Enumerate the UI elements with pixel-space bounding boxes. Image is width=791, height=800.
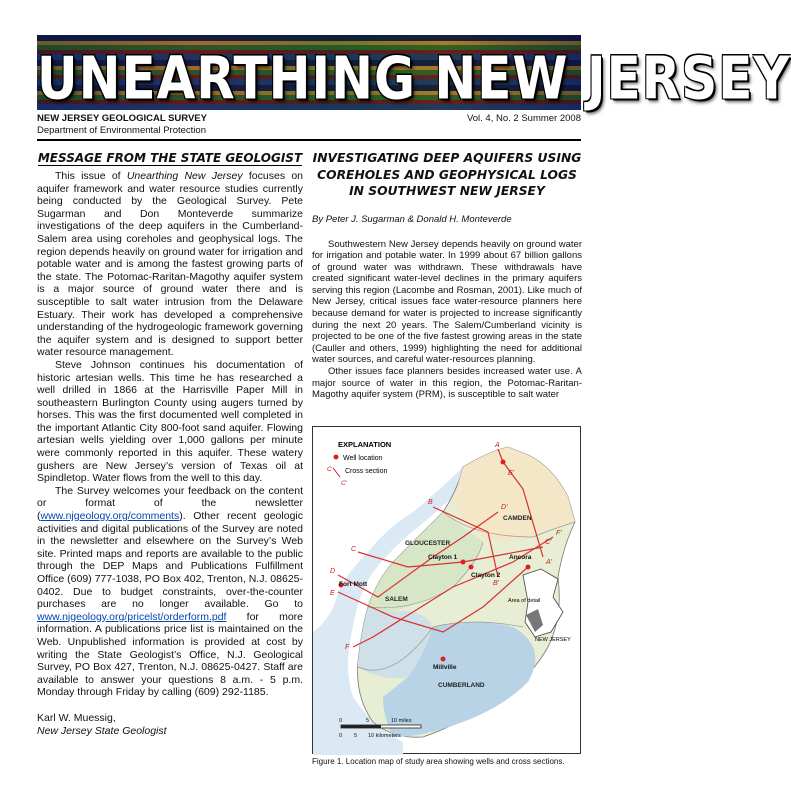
well-label: Millville xyxy=(433,664,457,671)
camden-region xyxy=(453,447,575,541)
inset-label: Area of detail xyxy=(508,598,541,604)
message-text: ). Other recent geologic activities and digital publications of the Survey are noted in the newsletter and elsewhere on the Survey’s Web site. Printed maps and reports are available to the public through the DEP Maps and Publications Fulfillment Office (609) 777-1038, PO Box 402, Trenton, N.J. 08625-0402. Due to budget constraints, over-the-counter purchases are no longer available. Go to xyxy=(37,510,303,611)
well-label: Clayton 1 xyxy=(428,554,458,561)
scale-label: 5 xyxy=(366,718,370,724)
county-label: CAMDEN xyxy=(503,515,532,522)
section-letter: A' xyxy=(546,559,553,566)
issue-info: Vol. 4, No. 2 Summer 2008 xyxy=(466,113,581,124)
article-paragraph: Southwestern New Jersey depends heavily on ground water for irrigation and potable water. In 1999 about 67 billion gallons of ground water was withdrawn. These withdrawals have created significant water-level declines in the primary aquifers serving this region (Lacombe and Rosman, 2001). Like much of New Jersey, critical issues face water-resource planners here because demand for water is projected to increase significantly during the next 20 years. The Salem/Cumberland vicinity is projected to be one of the five fastest growing areas in the state (Cauller and others, 1999) highlighting the need for additional water sources, and careful water-resources planning. xyxy=(312,238,582,366)
message-text: This issue of xyxy=(55,170,127,182)
legend-c: C xyxy=(327,466,332,473)
well-label: Ancora xyxy=(509,554,532,561)
web-link[interactable]: www.njgeology.org/pricelst/orderform.pdf xyxy=(37,610,227,623)
well-marker xyxy=(469,565,474,570)
article-heading-line: IN SOUTHWEST NEW JERSEY xyxy=(349,184,545,198)
section-letter: F' xyxy=(556,530,562,537)
legend-section-label: Cross section xyxy=(345,468,388,475)
legend-title: EXPLANATION xyxy=(338,440,392,449)
section-letter: D' xyxy=(501,504,508,511)
scale-label: 0 xyxy=(339,718,343,724)
department-name: Department of Environmental Protection xyxy=(37,125,206,136)
masthead-rule xyxy=(37,139,581,141)
signature-title: New Jersey State Geologist xyxy=(37,724,167,737)
scale-label: 0 xyxy=(339,733,343,739)
well-marker xyxy=(461,560,466,565)
county-label: CUMBERLAND xyxy=(438,682,485,689)
article-heading xyxy=(312,150,582,200)
county-label: SALEM xyxy=(385,596,408,603)
message-text: for more information. A publications price list is maintained on the Web. Unpublished information is provided at cost by writing the State Geologist’s Office, N.J. Geological Survey, PO Box 427, Trenton, N.J. 08625-0427. Staff are available to answer your questions 8 a.m. - 5 p.m. Monday through Friday by calling (609) 292-1185. xyxy=(37,610,303,699)
article-byline: By Peter J. Sugarman & Donald H. Monteverde xyxy=(312,213,512,225)
inset-label: NEW JERSEY xyxy=(535,637,571,643)
article-column xyxy=(312,150,582,401)
well-marker xyxy=(526,565,531,570)
signoff xyxy=(37,712,303,738)
article-heading-line: INVESTIGATING DEEP AQUIFERS USING xyxy=(312,151,582,165)
county-label: GLOUCESTER xyxy=(405,540,451,547)
masthead-organization xyxy=(37,113,207,137)
section-letter: E xyxy=(330,590,335,597)
message-text: focuses on aquifer framework and water resource studies currently being conducted by the Geological Survey. Pete Sugarman and Don Monteverde summarize investigations of the deep aquifers in the Cumberland-Salem area using coreholes and geophysical logs. The region depends heavily on ground water for irrigation and potable water and is among the fastest growing parts of the state. The Potomac-Raritan-Magothy aquifer system is a major source of ground water there and is susceptible to salt water intrusion from the Delaware Estuary. Their work has developed a comprehensive understanding of the hydrogeologic framework governing the aquifer system and is designed to support better water resource management. xyxy=(37,170,303,359)
article-paragraph: Other issues face planners besides increased water use. A major source of water in this region, the Potomac-Raritan-Magothy aquifer system (PRM), is susceptible to salt water xyxy=(312,366,582,401)
scale-label: 5 xyxy=(354,733,358,739)
message-text: The Survey welcomes your feedback on the content or format of the newsletter ( xyxy=(37,484,303,523)
message-heading: MESSAGE FROM THE STATE GEOLOGIST xyxy=(37,151,303,165)
section-letter: B xyxy=(428,499,433,506)
location-map-drawing xyxy=(313,427,582,755)
location-map xyxy=(312,426,581,754)
well-label: Clayton 2 xyxy=(471,572,501,579)
section-letter: E' xyxy=(508,470,515,477)
message-paragraph xyxy=(37,359,303,485)
message-paragraph xyxy=(37,485,303,699)
signature-name: Karl W. Muessig, xyxy=(37,711,116,724)
web-link[interactable]: www.njgeology.org/comments xyxy=(40,510,180,523)
section-letter: A xyxy=(495,442,500,449)
legend-well-label: Well location xyxy=(343,455,383,462)
section-letter: C' xyxy=(545,539,552,546)
legend-well-symbol xyxy=(334,455,339,460)
message-text: Steve Johnson continues his documentation of historic artesian wells. This time he has researched a well drilled in 1866 at the Harrisville Paper Mill in southeastern Burlington County using augers turned by horses. This was the first documented well completed in the important Atlantic City 800-foot sand aquifer. Flowing artesian wells yielding over 1,000 gallons per minute were commonly reported in this aquifer. These watery gushers are New Jersey’s version of Texas oil at Spindletop. Water flows from the well to this day. xyxy=(37,358,303,485)
figure-caption: Figure 1. Location map of study area showing wells and cross sections. xyxy=(312,757,565,766)
section-letter: C xyxy=(351,546,357,553)
scale-bar-fill xyxy=(341,725,381,728)
well-marker xyxy=(501,460,506,465)
message-paragraph xyxy=(37,170,303,359)
message-body xyxy=(37,170,303,699)
section-letter: B' xyxy=(493,580,500,587)
message-text: Unearthing New Jersey xyxy=(126,170,243,182)
well-label: Fort Mott xyxy=(339,581,368,588)
newsletter-title: UNEARTHING NEW JERSEY xyxy=(37,44,791,113)
legend-c-prime: C' xyxy=(341,480,347,487)
masthead-banner xyxy=(37,35,791,113)
message-column xyxy=(37,150,303,738)
section-letter: D xyxy=(330,568,336,575)
organization-name: NEW JERSEY GEOLOGICAL SURVEY xyxy=(37,113,207,124)
scale-label: 10 miles xyxy=(391,718,412,724)
scale-label: 10 kilometers xyxy=(368,733,401,739)
article-heading-line: COREHOLES AND GEOPHYSICAL LOGS xyxy=(317,167,577,182)
section-letter: F xyxy=(345,644,350,651)
well-marker xyxy=(441,657,446,662)
